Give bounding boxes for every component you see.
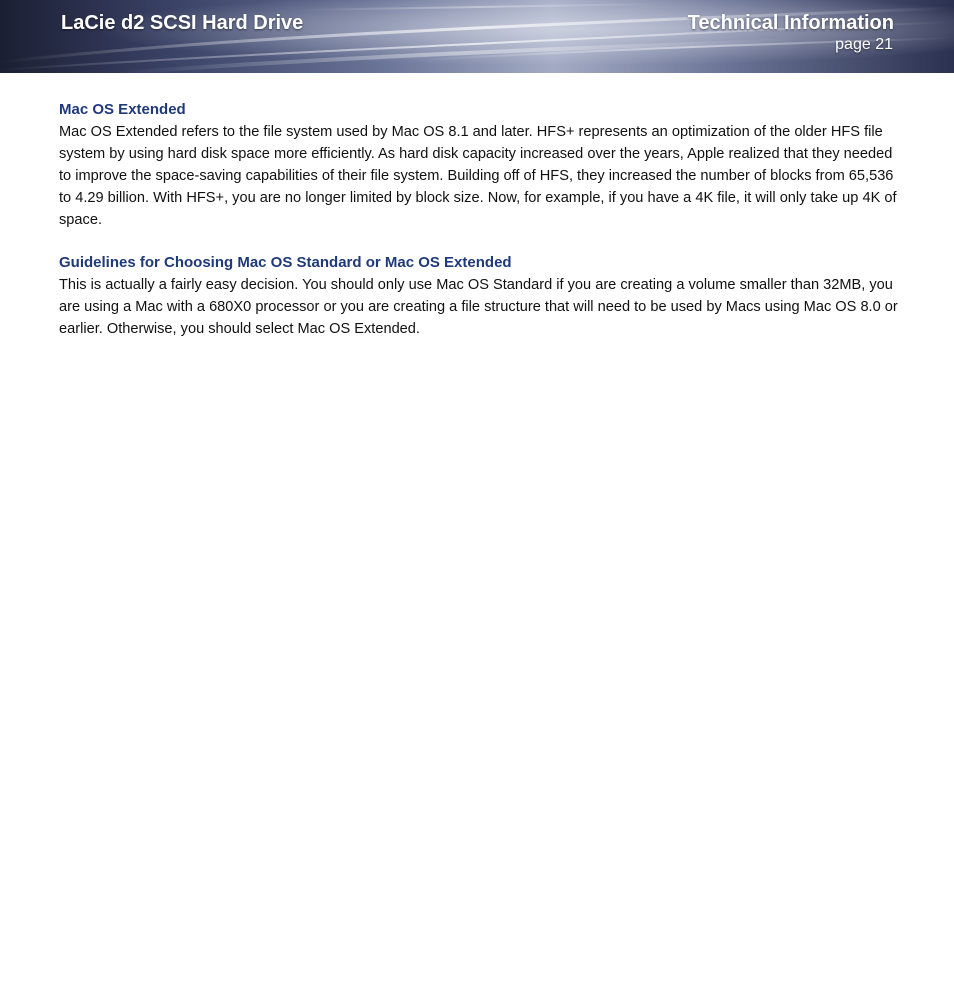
main-content: [59, 99, 899, 361]
header-banner-image: [0, 0, 954, 73]
section-heading: Guidelines for Choosing Mac OS Standard or Mac OS Extended: [59, 254, 512, 271]
page-header: [0, 0, 954, 73]
section-body: Mac OS Extended refers to the file system used by Mac OS 8.1 and later. HFS+ represents an optimization of the older HFS file system by using hard disk space more efficiently. As hard disk capacity increased over the years, Apple realized that they needed to improve the space-saving capabilities of their file system. Building off of HFS, they increased the number of blocks from 65,536 to 4.29 billion. With HFS+, you are no longer limited by block size. Now, for example, if you have a 4K file, it will only take up 4K of space.: [59, 124, 897, 228]
document-title: LaCie d2 SCSI Hard Drive: [61, 12, 304, 34]
page-number: page 21: [835, 36, 893, 53]
section-body: This is actually a fairly easy decision. You should only use Mac OS Standard if you are creating a volume smaller than 32MB, you are using a Mac with a 680X0 processor or you are creating a file structure that will need to be used by Macs using Mac OS 8.0 or earlier. Otherwise, you should select Mac OS Extended.: [59, 277, 898, 337]
section-heading: Mac OS Extended: [59, 101, 186, 118]
section-guidelines: [59, 252, 899, 340]
section-mac-os-extended: [59, 99, 899, 231]
section-title: Technical Information: [687, 12, 894, 34]
